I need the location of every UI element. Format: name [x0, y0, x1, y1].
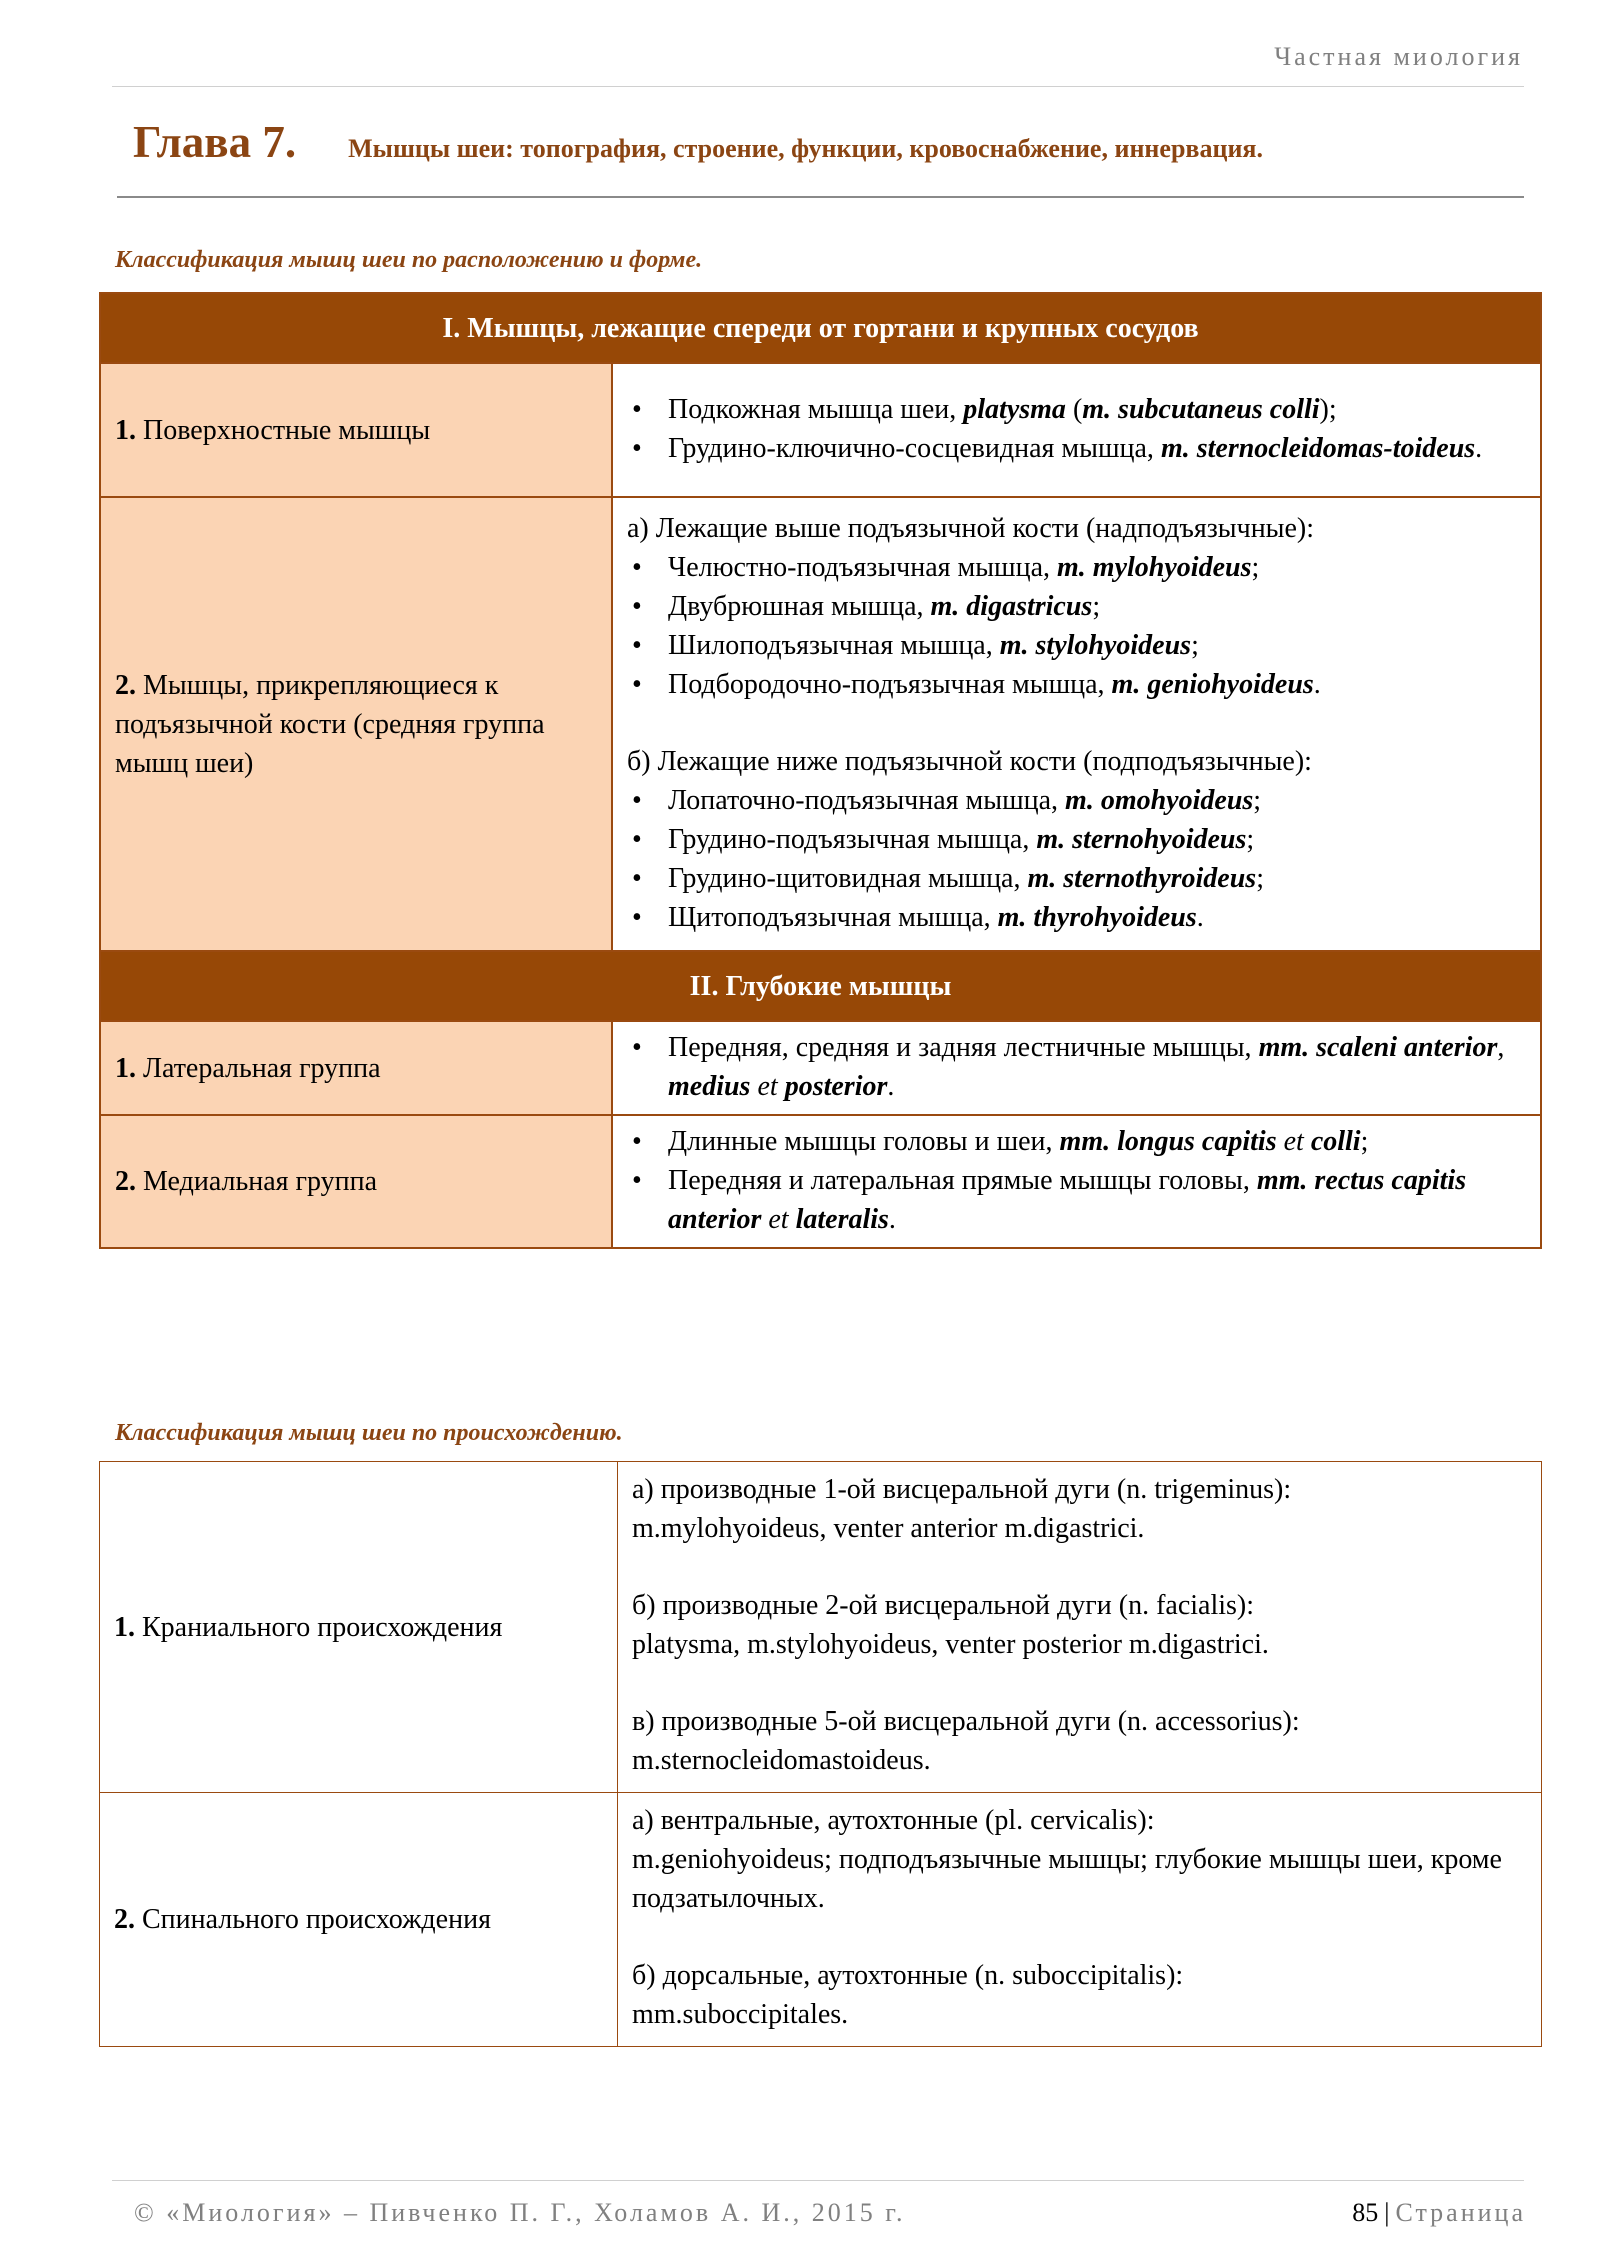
footer-copyright: © «Миология» – Пивченко П. Г., Холамов А. И., 2015 г. [134, 2198, 906, 2227]
row-content [612, 363, 1541, 497]
row-label: 1. Поверхностные мышцы [100, 363, 612, 497]
row-content [612, 1021, 1541, 1115]
list-item: • Двубрюшная мышца, m. digastricus; [627, 587, 1526, 626]
list-item: • Передняя, средняя и задняя лестничные мышцы, mm. scaleni anterior, medius et posterior. [627, 1028, 1526, 1106]
list-item: • Лопаточно-подъязычная мышца, m. omohyoideus; [627, 781, 1526, 820]
table-row [100, 1793, 1542, 2047]
muscle-list [627, 390, 1526, 468]
section-header-deep: II. Глубокие мышцы [100, 951, 1541, 1021]
list-item: • Челюстно-подъязычная мышца, m. mylohyoideus; [627, 548, 1526, 587]
chapter-heading [133, 116, 1263, 168]
row-label: 2. Спинального происхождения [100, 1793, 618, 2047]
table-row [100, 1115, 1541, 1248]
page-number: 85 [1352, 2198, 1379, 2227]
list-item: • Подкожная мышца шеи, platysma (m. subcutaneus colli); [627, 390, 1526, 429]
list-item: • Передняя и латеральная прямые мышцы головы, mm. rectus capitis anterior et lateralis. [627, 1161, 1526, 1239]
chapter-title: Мышцы шеи: топография, строение, функции, кровоснабжение, иннервация. [348, 134, 1263, 163]
running-head: Частная миология [1274, 42, 1523, 71]
row-content: а) вентральные, аутохтонные (pl. cervicalis): m.geniohyoideus; подподъязычные мышцы; глубокие мышцы шеи, кроме подзатылочных. б) дорсальные, аутохтонные (n. suboccipitalis): mm.suboccipitales. [618, 1793, 1542, 2047]
list-item: • Щитоподъязычная мышца, m. thyrohyoideus. [627, 898, 1526, 937]
footer-page [1352, 2198, 1526, 2228]
chapter-rule [117, 196, 1524, 198]
list-item: • Грудино-ключично-сосцевидная мышца, m. sternocleidomas-toideus. [627, 429, 1526, 468]
list-item: • Шилоподъязычная мышца, m. stylohyoideus; [627, 626, 1526, 665]
row-label: 2. Мышцы, прикрепляющиеся к подъязычной кости (средняя группа мышц шеи) [100, 497, 612, 951]
table1-caption: Классификация мышц шеи по расположению и форме. [115, 247, 703, 273]
footer-rule [112, 2180, 1524, 2181]
table-row [100, 363, 1541, 497]
row-content [612, 497, 1541, 951]
table2-caption: Классификация мышц шеи по происхождению. [115, 1420, 623, 1446]
list-item: • Грудино-щитовидная мышца, m. sternothyroideus; [627, 859, 1526, 898]
list-item: • Грудино-подъязычная мышца, m. sternohyoideus; [627, 820, 1526, 859]
row-content: а) производные 1-ой висцеральной дуги (n. trigeminus): m.mylohyoideus, venter anterior m.digastrici. б) производные 2-ой висцеральной дуги (n. facialis): platysma, m.stylohyoideus, venter posterior m.digastrici. в) производные 5-ой висцеральной дуги (n. accessorius): m.sternocleidomastoideus. [618, 1462, 1542, 1793]
location-classification-table [99, 292, 1542, 1249]
header-rule [112, 86, 1524, 87]
list-item: • Длинные мышцы головы и шеи, mm. longus capitis et colli; [627, 1122, 1526, 1161]
origin-classification-table [99, 1461, 1542, 2047]
chapter-number: Глава 7. [133, 117, 297, 167]
table-row [100, 497, 1541, 951]
list-item: • Подбородочно-подъязычная мышца, m. geniohyoideus. [627, 665, 1526, 704]
muscle-list [627, 1028, 1526, 1106]
row-content [612, 1115, 1541, 1248]
page-separator: | [1384, 2198, 1390, 2227]
muscle-list [627, 1122, 1526, 1239]
row-label: 2. Медиальная группа [100, 1115, 612, 1248]
section-header-anterior: I. Мышцы, лежащие спереди от гортани и крупных сосудов [100, 293, 1541, 363]
row-label: 1. Краниального происхождения [100, 1462, 618, 1793]
group-heading: б) Лежащие ниже подъязычной кости (подподъязычные): [627, 746, 1312, 777]
muscle-list [627, 548, 1526, 704]
table-row [100, 1462, 1542, 1793]
page-word: Страница [1395, 2198, 1526, 2227]
group-heading: а) Лежащие выше подъязычной кости (надподъязычные): [627, 513, 1315, 544]
table-row [100, 1021, 1541, 1115]
row-label: 1. Латеральная группа [100, 1021, 612, 1115]
muscle-list [627, 781, 1526, 937]
